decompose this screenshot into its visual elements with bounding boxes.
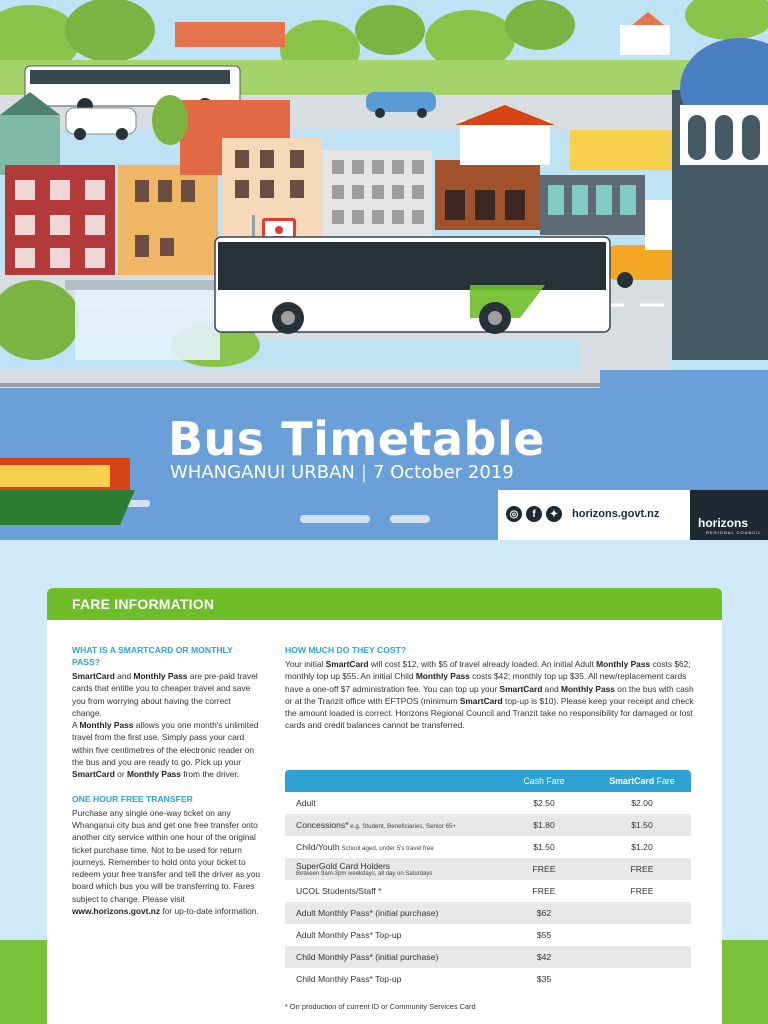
route-date — [170, 462, 514, 483]
smartcard-fare-cell: $2.00 — [631, 798, 653, 808]
website-link-inline[interactable]: www.horizons.govt.nz — [72, 906, 161, 917]
cash-fare-cell: FREE — [495, 858, 593, 880]
fare-footnote: * On production of current ID or Community Services Card — [285, 1002, 476, 1011]
smartcard-fare-cell: $1.20 — [631, 842, 653, 852]
fare-label: Adult Monthly Pass* Top-up — [296, 930, 402, 940]
route-name: WHANGANUI URBAN — [170, 462, 355, 483]
fare-info-header — [47, 588, 722, 620]
smartcard-fare-cell: FREE — [630, 886, 654, 896]
fare-info-heading: FARE INFORMATION — [72, 596, 215, 612]
smartcard-fare-cell: $1.50 — [593, 814, 691, 836]
fare-label: Concessions* e.g. Student, Beneficiaries, Senior 65+ — [285, 814, 495, 836]
fare-row — [285, 792, 691, 814]
fare-row — [285, 902, 691, 924]
smartcard-paragraph-2: A Monthly Pass allows you one month's unlimited travel from the first use. Simply pass your card within five centimetres of the electronic reader on the bus and you are ready to go. Pick up your SmartCard or Monthly Pass from the driver. — [72, 720, 259, 780]
cash-fare-cell: $62 — [495, 902, 593, 924]
cash-fare-cell: $42 — [495, 946, 593, 968]
horizons-logo: horizons — [698, 516, 748, 530]
page-title: Bus Timetable — [168, 412, 545, 466]
smartcard-fare-cell: FREE — [593, 858, 691, 880]
facebook-icon[interactable]: f — [526, 506, 542, 522]
fare-row — [285, 814, 691, 836]
fare-table — [285, 770, 691, 990]
fare-right-column — [285, 644, 697, 732]
smartcard-question: WHAT IS A SMARTCARD OR MONTHLY PASS? — [72, 645, 233, 667]
fare-row — [285, 968, 691, 990]
cash-fare-cell: FREE — [532, 886, 556, 896]
fare-row — [285, 858, 691, 880]
fare-label: SuperGold Card Holders Between 9am-3pm weekdays, all day on Saturdays — [285, 858, 495, 880]
cash-fare-cell: $35 — [536, 974, 552, 984]
fare-row — [285, 946, 691, 968]
smartcard-paragraph-1: SmartCard and Monthly Pass are pre-paid travel cards that entitle you to cheaper travel and save you from worrying about having the correct change. — [72, 671, 258, 718]
fare-label: Child Monthly Pass* (initial purchase) — [285, 946, 495, 968]
fare-row — [285, 836, 691, 858]
fare-row — [285, 880, 691, 902]
fare-label: Child/Youth School aged, under 5's travel free — [296, 842, 434, 852]
grass-left — [0, 940, 47, 1024]
grass-right — [722, 940, 768, 1024]
fare-row — [285, 924, 691, 946]
smartcard-fare-cell — [593, 902, 691, 924]
horizons-logo-tagline: REGIONAL COUNCIL — [706, 530, 762, 535]
transfer-paragraph: Purchase any single one-way ticket on any Whanganui city bus and get one free transfer onto another city service within one hour of the original ticket purchase time. Not to be used for return journeys. Remember to hold onto your ticket to redeem your free transfer and tell the driver as you board which bus you will be transferring to. Fares subject to change. Please visit www.horizons.govt.nz for up-to-date information. — [72, 807, 261, 917]
fare-label: Adult Monthly Pass* (initial purchase) — [285, 902, 495, 924]
cost-title: HOW MUCH DO THEY COST? — [285, 645, 407, 655]
website-link[interactable]: horizons.govt.nz — [572, 508, 660, 520]
smartcard-fare-cell — [593, 968, 691, 990]
timetable-date: 7 October 2019 — [372, 462, 514, 483]
cash-fare-cell: $55 — [536, 930, 552, 940]
fare-label: UCOL Students/Staff * — [296, 886, 382, 896]
fare-label: Child Monthly Pass* Top-up — [296, 974, 402, 984]
cost-paragraph: Your initial SmartCard will cost $12, with $5 of travel already loaded. An initial Adult Monthly Pass costs $62; monthly top up $55. An initial Child Monthly Pass costs $42; monthly top up $35. All new/replacement cards have a one-off $7 administration fee. You can top up your SmartCard and Monthly Pass on the bus with cash or at the Tranzit office with EFTPOS (minimum SmartCard top-up is $10). Please keep your receipt and check the amount loaded is correct. Horizons Regional Council and Tranzit take no responsibility for damaged or lost cards and credit balances cannot be transferred. — [285, 659, 694, 731]
smartcard-fare-cell — [593, 946, 691, 968]
fare-col-blank — [285, 770, 495, 792]
twitter-icon[interactable]: ✦ — [546, 506, 562, 522]
cash-fare-header: Cash Fare — [495, 770, 593, 792]
fare-table-header — [285, 770, 691, 792]
smartcard-fare-header: SmartCard Fare — [593, 770, 691, 792]
instagram-icon[interactable]: ◎ — [506, 506, 522, 522]
fare-label: Adult — [296, 798, 316, 808]
fare-info-card — [47, 588, 722, 1024]
social-links — [506, 506, 659, 522]
transfer-title: ONE HOUR FREE TRANSFER — [72, 793, 193, 804]
cash-fare-cell: $1.80 — [495, 814, 593, 836]
route-separator: | — [360, 462, 367, 483]
fare-left-column — [72, 644, 262, 917]
cash-fare-cell: $1.50 — [533, 842, 555, 852]
smartcard-fare-cell — [593, 924, 691, 946]
cash-fare-cell: $2.50 — [533, 798, 555, 808]
